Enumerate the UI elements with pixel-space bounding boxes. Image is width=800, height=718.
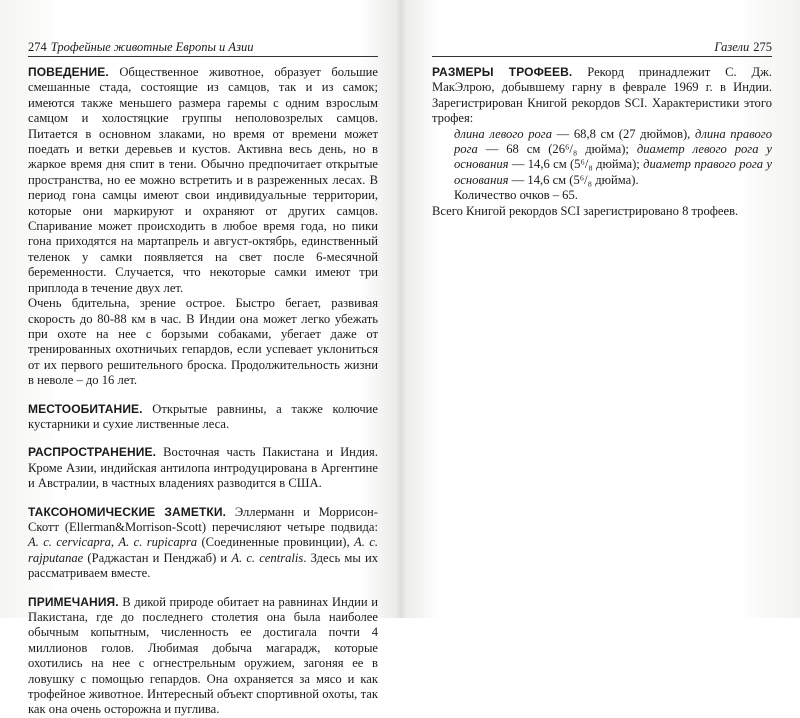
left-running-title: Трофейные животные Европы и Азии — [50, 40, 254, 54]
section-behavior — [28, 65, 378, 389]
measure-left-horn-base-label: диаметр левого рога у основания — [454, 142, 772, 172]
taxonomy-paragraph — [28, 505, 378, 582]
left-running-head — [28, 40, 378, 57]
behavior-paragraph-2: Очень бдительна, зрение острое. Быстро бегает, развивая скорость до 80-88 км в час. В Индии она может легко убежать при охоте на нее с борзыми собаками, убегает даже от тренированных охотничьих гепардов, если успевает уклониться от их первого решительного броска. Продолжительность жизни в неволе – до 16 лет. — [28, 296, 378, 388]
behavior-heading: ПОВЕДЕНИЕ. — [28, 65, 109, 79]
right-running-head — [432, 40, 772, 57]
habitat-text: Открытые равнины, а также колючие кустарники и сухие лиственные леса. — [28, 401, 378, 431]
distribution-heading: РАСПРОСТРАНЕНИЕ. — [28, 445, 156, 460]
measure-right-horn-length-label: длина правого рога — [454, 126, 772, 157]
measure-right-horn-length-value: — 68 см (26⁶/₈ дюйма); — [477, 142, 637, 157]
section-notes — [28, 595, 378, 718]
trophy-paragraph — [432, 65, 772, 127]
measure-left-horn-length-value: — 68,8 см (27 дюймов), — [552, 126, 695, 141]
taxon-centralis: A. c. centralis — [231, 550, 304, 565]
measure-left-horn-length-label: длина левого рога — [454, 126, 552, 141]
measure-right-horn-base-label: диаметр правого рога у основания — [454, 157, 772, 187]
taxonomy-text-c: (Раджастан и Пенджаб) и — [83, 550, 232, 565]
right-page — [402, 0, 800, 618]
right-page-number: 275 — [753, 40, 772, 54]
notes-heading: ПРИМЕЧАНИЯ. — [28, 594, 119, 609]
habitat-heading: МЕСТООБИТАНИЕ. — [28, 401, 143, 416]
measure-right-horn-base-value: — 14,6 см (5⁶/₈ дюйма). — [508, 172, 639, 187]
behavior-paragraph — [28, 65, 378, 296]
right-running-title: Газели — [714, 40, 750, 54]
taxon-rajputanae: A. c. rajputanae — [28, 535, 378, 565]
section-trophy-size — [432, 65, 772, 219]
trophy-heading: РАЗМЕРЫ ТРОФЕЕВ. — [432, 65, 573, 79]
left-page — [0, 0, 398, 717]
habitat-paragraph — [28, 402, 378, 433]
taxonomy-text-d: . Здесь мы их рассматриваем вместе. — [28, 550, 379, 581]
distribution-text: Восточная часть Пакистана и Индия. Кроме Азии, индийская антилопа интродуцирована в Аргентине и Австралии, в частных владениях разводится в США. — [28, 445, 378, 491]
taxon-rupicapra: A. c. rupicapra — [118, 535, 198, 550]
left-page-number: 274 — [28, 40, 47, 54]
behavior-text: Общественное животное, образует большие смешанные стада, состоящие из самцов, так и из самок; имеются также меньшего размера гаремы с одним взрослым самцом и холостяцкие группы неполовозрелых самцов. Питается в основном злаками, но время от времени может поедать и ветки деревьев и кустов. Активна весь день, но в жаркое время дня спит в тени. Обычно предпочитает открытые пространства, но ее можно встретить и в разреженных лесах. В период гона самцы имеют свои индивидуальные территории, которые они маркируют и охраняют от других самцов. Спаривание может происходить в любое время года, но пики гона приходятся на мартапрель и август-октябрь, единственный теленок у самки появляется на свет после 6-месячной беременности. Случается, что некоторые самки имеют три приплода в течение двух лет. — [28, 65, 378, 295]
distribution-paragraph — [28, 445, 378, 491]
trophy-text: Рекорд принадлежит С. Дж. МакЭлрою, добывшему гарну в феврале 1969 г. в Индии. Зарегистрирован Книгой рекордов SCI. Характеристики этого трофея: — [432, 65, 772, 126]
measure-left-horn-base-value: — 14,6 см (5⁶/₈ дюйма); — [508, 157, 644, 172]
notes-paragraph — [28, 595, 378, 718]
section-habitat — [28, 402, 378, 433]
taxonomy-text-b: (Соединенные провинции), — [197, 535, 355, 550]
taxonomy-text-a: Эллерманн и Моррисон-Скотт (Ellerman&Morrison-Scott) перечисляют четыре подвида: — [28, 504, 378, 534]
taxonomy-heading: ТАКСОНОМИЧЕСКИЕ ЗАМЕТКИ. — [28, 504, 227, 519]
taxon-cervicapra: A. c. cervicapra — [28, 535, 111, 550]
trophy-points: Количество очков – 65. — [454, 188, 578, 203]
notes-text: В дикой природе обитает на равнинах Индии и Пакистана, где до последнего столетия она была наиболее обычным копытным, численность ее достигала почти 4 миллионов голов. Любимая добыча магарадж, которые охотились на нее с огнестрельным оружием, загоняя ее в ловушку с помощью гепардов. Она охраняется за мясо и как трофейное животное. Интересный объект спортивной охоты, так как она очень осторожна и пуглива. — [28, 594, 378, 717]
trophy-measurements — [432, 127, 772, 189]
section-distribution — [28, 445, 378, 491]
trophy-total: Всего Книгой рекордов SCI зарегистрировано 8 трофеев. — [432, 203, 739, 218]
taxonomy-sep-1: , — [110, 535, 119, 550]
section-taxonomy — [28, 505, 378, 582]
